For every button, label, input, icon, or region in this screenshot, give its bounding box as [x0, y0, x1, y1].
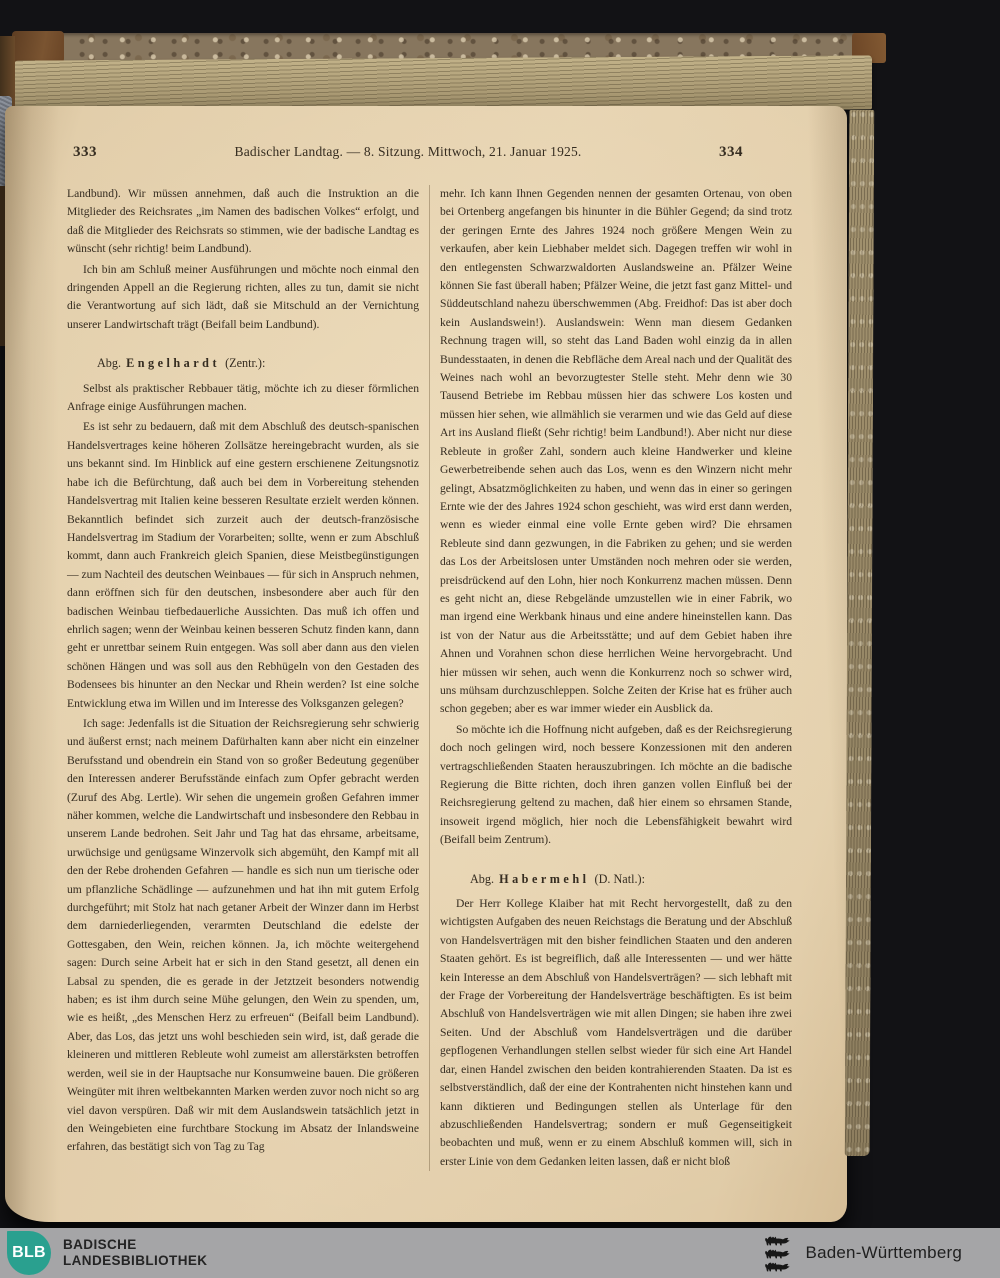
library-name — [63, 1237, 207, 1269]
paragraph: Der Herr Kollege Klaiber hat mit Recht hervorgestellt, daß zu den wichtigsten Aufgaben des neuen Reichstags die Beratung und der Abschluß von Handelsverträgen mit den bisher feindlichen Staaten und den anderen Staaten gehört. Es ist begreiflich, daß alle Interessenten — und wer hätte kein Interesse an dem Abschluß von Handelsverträgen? — sich lebhaft mit der Frage der Vorbereitung der Handelsverträge beschäftigten. Es ist beim Abschluß von Handelsverträgen wie mit allen Dingen; sie haben ihre zwei Seiten. Und der Abschluß vom Handelsverträgen und die darüber gepflogenen Verhandlungen stellen selbst wieder für sich eine Art Handel dar, einen Handel zwischen den beiden kontrahierenden Staaten. Da ist es selbstverständlich, daß der eine der Kontrahenten nicht hinstehen kann und kann diktieren und Bedingungen stellen als Unterlage für den abzuschließenden Handelsvertrag; sondern er muß Gegenseitigkeit beobachten und muß, wenn er zu einem Abschluß kommen will, sich in erster Linie von dem Gedanken leiten lassen, daß er nicht bloß — [440, 897, 792, 1168]
column-right — [440, 185, 792, 1171]
paragraph: Es ist sehr zu bedauern, daß mit dem Abschluß des deutsch-spanischen Handelsvertrages keine höheren Zollsätze hereingebracht wurden, als sie uns bekannt sind. Im Hinblick auf eine gestern erschienene Zeitungsnotiz habe ich die Befürchtung, daß auch bei dem in Vorbereitung stehenden Handelsvertrag mit Italien keine besseren Resultate erzielt werden können. Bekanntlich befindet sich zurzeit auch der deutsch-französische Handelsvertrag im Stadium der Vorarbeiten; sollte, wenn er zum Abschluß kommt, dann auch Frankreich gleich Spanien, diese Meistbegünstigungen — zum Nachteil des deutschen Weinbaues — für sich in Anspruch nehmen, dann eröffnen sich für den deutschen, insbesondere aber auch für den badischen Weinbau tiefbedauerliche Aussichten. Das muß ich offen und ehrlich sagen; wenn der Weinbau keinen besseren Schutz finden kann, dann geht er unrettbar seinem Ruin entgegen. Was soll aber dann aus den vielen schönen Hängen und was soll aus den Rebhügeln von den Gestaden des Bodensees bis hinunter an den Neckar und Rhein werden? Ist eine solche Entwicklung etwa im Willen und im Interesse des Volksganzen gelegen? — [67, 420, 419, 710]
library-name-line2: LANDESBIBLIOTHEK — [63, 1253, 208, 1268]
baden-wuerttemberg-logo[interactable] — [764, 1234, 962, 1272]
text-columns — [67, 185, 797, 1171]
state-name: Baden-Württemberg — [805, 1243, 962, 1262]
blb-badge-icon — [7, 1231, 51, 1275]
paragraph: Ich sage: Jedenfalls ist die Situation der Reichsregierung sehr schwierig und äußerst ernst; nach meinem Dafürhalten kann aber nicht ein einzelner Berufsstand und obendrein ein Stand von so großer Bedeutung gegenüber den Interessen anderer Berufsstände einfach zum Opfer gebracht werden (Zuruf des Abg. Lertle). Wir sehen die ungemein großen Gefahren immer näher kommen, welche die Landwirtschaft und insbesondere den Rebbau in unserem Lande bedrohen. Seit Jahr und Tag hat das ehrsame, arbeitsame, urwüchsige und genügsame Winzervolk sich abgemüht, den Kampf mit all den der Rebe drohenden Gefahren — handle es sich nun um tierische oder um pflanzliche Schädlinge — aufzunehmen und hat ihn mit gutem Erfolg durchgeführt; mit Stolz hat nach getaner Arbeit der Winzer dann im Herbst dem darniederliegenden, verarmten Deutschland die edelste der Gottesgaben, den Wein, reichen können. Ja, ich möchte weitergehend sagen: Durch seine Arbeit hat er sich in den Stand gesetzt, all denen ein Labsal zu spenden, die es gerade in der Jetztzeit besonders notwendig haben; es ist ihm durch seine Mühe gelungen, den Wein zu spenden, um, wie es heißt, „des Menschen Herz zu erfreuen“ (Beifall beim Landbund). Aber, das Los, das jetzt uns wohl beschieden sein wird, ist, daß gerade die kleineren und mittleren Rebleute wohl zumeist am allerstärksten betroffen werden, weil sie in der Hauptsache nur Konsumweine bauen. Die größeren Weingüter mit ihren weltbekannten Marken werden zuvor noch nicht so arg viel davon verspüren. Daß wir mit dem Auslandswein tatsächlich jetzt in den Weingebieten eine furchtbare Stockung im Absatz der Inlandsweine erfahren, das bestätigt sich von Tag zu Tag — [67, 716, 419, 1154]
paragraph: mehr. Ich kann Ihnen Gegenden nennen der gesamten Ortenau, von oben bei Ortenberg angefangen bis hinunter in die Bühler Gegend; da sind trotz der geringen Ernte des Jahres 1924 noch größere Mengen Wein zu verkaufen, aber kein Liebhaber meldet sich. Dagegen treffen wir wohl in den entlegensten Schwarzwaldorten Auslandsweine an. Pfälzer Weine können Sie fast überall haben; Pfälzer Weine, die jetzt fast ganz Mittel- und Süddeutschland nahezu überschwemmen (Abg. Freidhof: Das ist aber doch kein Auslandswein!). Auslandswein: Wenn man diesem Gedanken Rechnung tragen will, so steht das Land Baden wohl einzig da in allen Bundesstaaten, in denen die Rebfläche dem Areal nach und der Qualität des Weines nach wohl an bevorzugtester Stelle steht. Mehr denn wie 30 Tausend Betriebe im Rebbau müssen hier das schwere Los kosten und müssen hier sehen, wie allmählich sie verarmen und wie das Geld auf diese Art ins Ausland fließt (Sehr richtig! beim Landbund!). Aber nicht nur diese Rebleute in großer Zahl, sondern auch kleine Handwerker und kleine Gewerbetreibende sehen auch das Los, wenn es den Winzern nicht mehr gelingt, Absatzmöglichkeiten zu haben, und wenn das in einer so geringen Ernte wie der des Jahres 1924 schon geschieht, was wird erst dann werden, wenn es wieder einmal eine volle Ernte geben wird? Die ehrsamen Rebleute sind dann gezwungen, in die Fabriken zu gehen; und sie werden das Los der Arbeitslosen unter Umständen noch mehren oder sie werden, preisdrückend auf den Lohn, hier noch Konkurrenz machen müssen. Denn es geht nicht an, diese Rebgelände umzustellen wie in einer Fabrik, wo man irgend eine Werkbank hinaus und eine andere hineinstellen kann. Das ist von der Natur aus die Arbeitsstätte; und auf dem Gebiet haben ihre Ahnen und Vorahnen schon diese herrlichen Weine hervorgebracht. Und hier müssen wir sehen, auch wenn die Konkurrenz noch so schwer wird, uns mühsam durchzuschleppen. Solche Zeiten der Krise hat es früher auch schon gegeben; aber es war immer wieder ein Ausblick da. — [440, 187, 792, 716]
paragraph: Landbund). Wir müssen annehmen, daß auch die Instruktion an die Mitglieder des Reichsrates „im Namen des badischen Volkes“ erfolgt, und daß die Mitglieder des Reichsrats so stimmen, wie der badische Landtag es wünscht (sehr richtig! beim Landbund). — [67, 187, 419, 256]
blb-badge-label: BLB — [12, 1244, 46, 1261]
blb-logo[interactable] — [7, 1231, 207, 1275]
column-divider — [429, 185, 430, 1171]
page-header — [73, 144, 791, 161]
speaker-heading: Abg. Habermehl (D. Natl.): — [470, 871, 645, 886]
page-number-right: 334 — [719, 144, 743, 160]
book-page — [5, 106, 847, 1222]
paragraph: Ich bin am Schluß meiner Ausführungen und möchte noch einmal den dringenden Appell an die Regierung richten, alles zu tun, damit sie nicht die Verantwortung auf sich lädt, daß sie Mitschuld an der Vernichtung unserer Landwirtschaft trägt (Beifall beim Landbund). — [67, 262, 419, 331]
page-content — [5, 106, 847, 1222]
speaker-heading: Abg. Engelhardt (Zentr.): — [97, 356, 266, 371]
column-left — [67, 185, 419, 1171]
paragraph: Selbst als praktischer Rebbauer tätig, möchte ich zu dieser förmlichen Anfrage einige Ausführungen machen. — [67, 381, 419, 414]
paragraph: So möchte ich die Hoffnung nicht aufgeben, daß es der Reichsregierung doch noch gelingen wird, noch bessere Konzessionen mit den anderen vertragschließenden Staaten herauszubringen. Ich möchte an die badische Regierung die Bitte richten, doch ihren ganzen vollen Einfluß bei der Reichsregierung geltend zu machen, daß hier einem so ehrsamen Stande, insoweit irgend möglich, hier noch die Lebensfähigkeit bewahrt wird (Beifall beim Zentrum). — [440, 722, 792, 847]
book-fore-edge — [845, 110, 875, 1156]
running-title: Badischer Landtag. — 8. Sitzung. Mittwoch, 21. Januar 1925. — [234, 144, 582, 159]
library-name-line1: BADISCHE — [63, 1237, 137, 1252]
footer-bar — [0, 1228, 1000, 1278]
baden-wuerttemberg-lions-icon — [764, 1234, 794, 1272]
page-number-left: 333 — [73, 144, 97, 160]
